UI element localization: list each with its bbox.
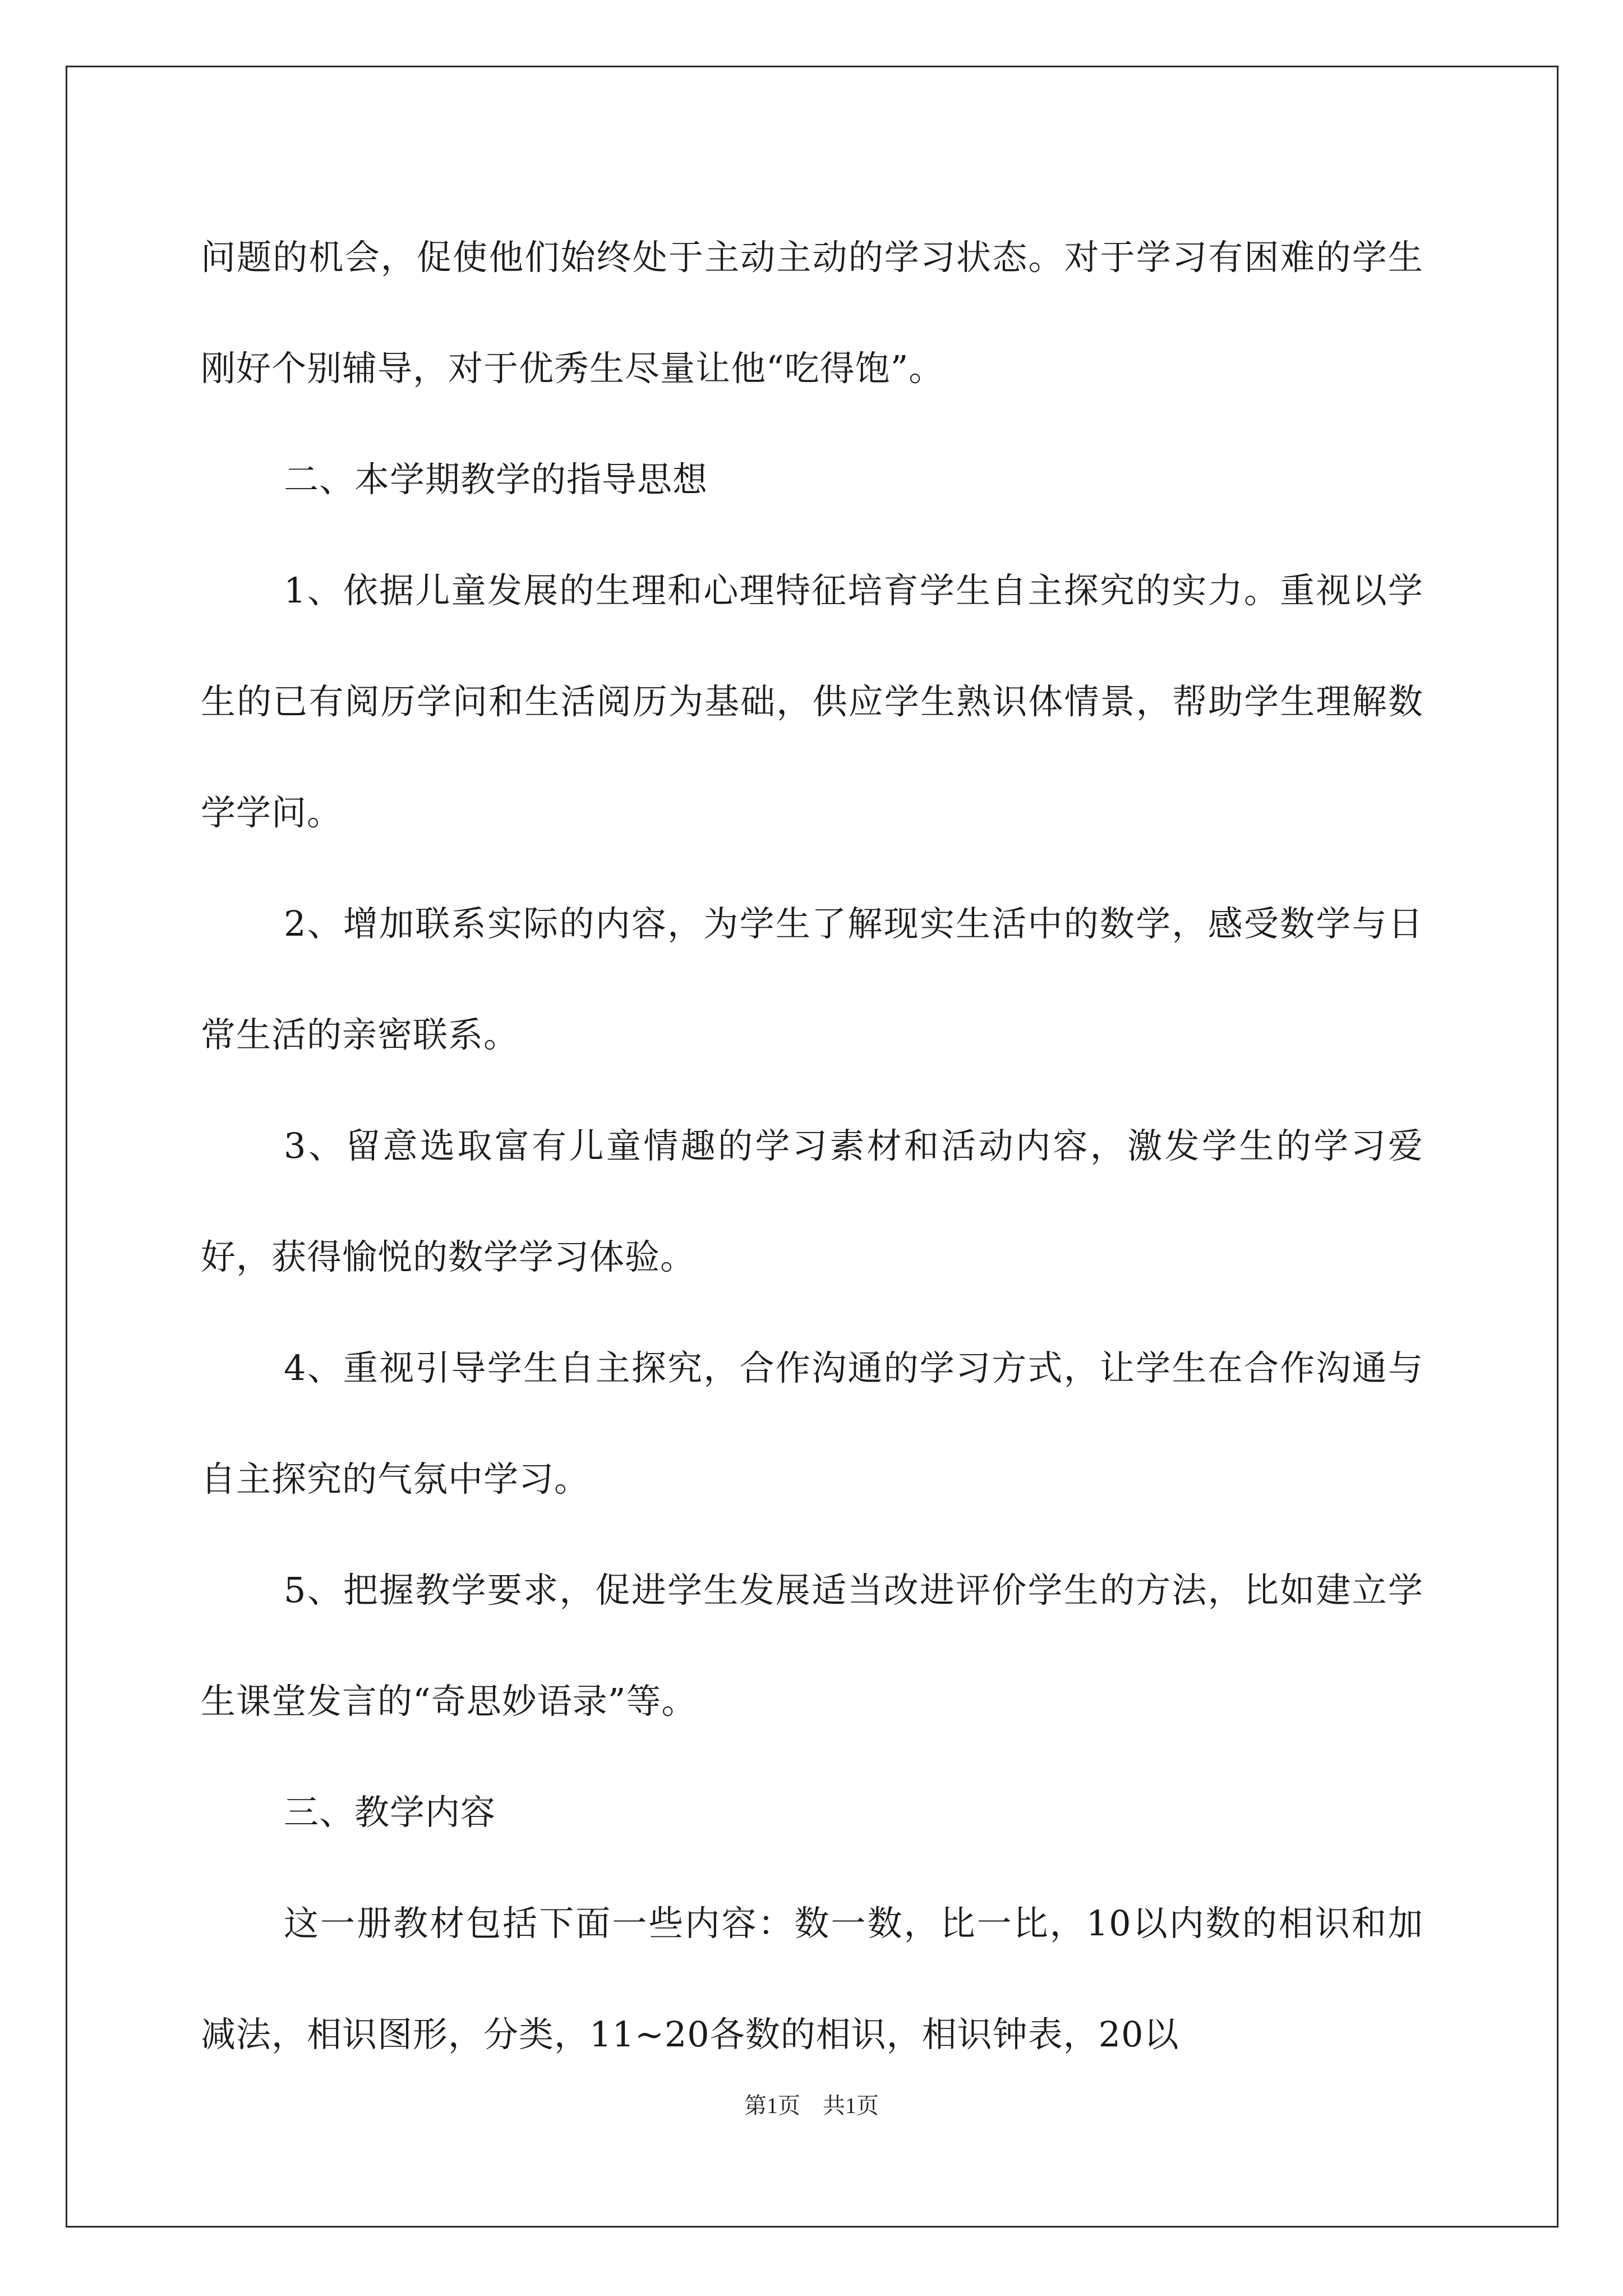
paragraph: 问题的机会，促使他们始终处于主动主动的学习状态。对于学习有困难的学生刚好个别辅导，对于优秀生尽量让他“吃得饱”。 <box>201 237 1423 389</box>
section-heading: 二、本学期教学的指导思想 <box>284 459 708 500</box>
paragraph: 2、增加联系实际的内容，为学生了解现实生活中的数学，感受数学与日常生活的亲密联系。 <box>201 903 1423 1055</box>
section-heading: 三、教学内容 <box>284 1792 496 1833</box>
paragraph: 5、把握教学要求，促进学生发展适当改进评价学生的方法，比如建立学生课堂发言的“奇思妙语录”等。 <box>201 1570 1423 1722</box>
document-body <box>201 202 1423 2090</box>
page-number: 第1页 <box>744 2093 800 2118</box>
paragraph: 3、留意选取富有儿童情趣的学习素材和活动内容，激发学生的学习爱好，获得愉悦的数学学习体验。 <box>201 1125 1423 1277</box>
page-footer <box>0 2088 1623 2120</box>
paragraph: 4、重视引导学生自主探究，合作沟通的学习方式，让学生在合作沟通与自主探究的气氛中学习。 <box>201 1347 1423 1499</box>
paragraph: 1、依据儿童发展的生理和心理特征培育学生自主探究的实力。重视以学生的已有阅历学问和生活阅历为基础，供应学生熟识体情景，帮助学生理解数学学问。 <box>201 570 1423 833</box>
paragraph: 这一册教材包括下面一些内容：数一数，比一比，10以内数的相识和加减法，相识图形，分类，11~20各数的相识，相识钟表，20以 <box>201 1903 1423 2055</box>
page-total: 共1页 <box>823 2093 879 2118</box>
